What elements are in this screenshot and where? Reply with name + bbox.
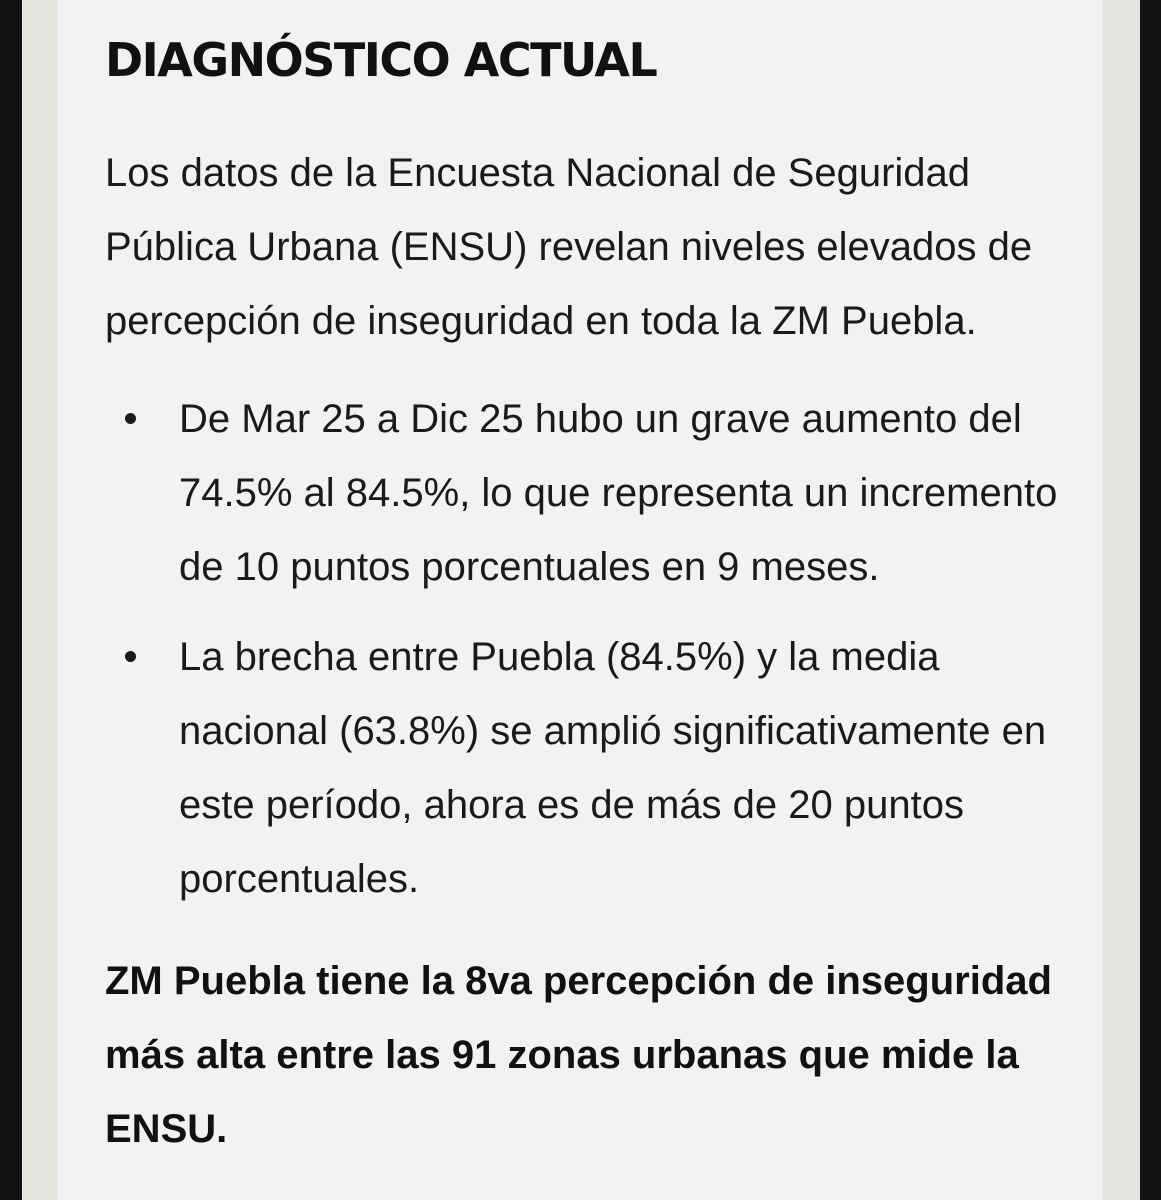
bullet-item	[105, 620, 1065, 916]
closing-statement: ZM Puebla tiene la 8va percepción de inseguridad más alta entre las 91 zonas urbanas que mide la ENSU.	[105, 959, 1052, 1151]
bullet-dot-icon	[125, 651, 136, 662]
section-heading: DIAGNÓSTICO ACTUAL	[105, 33, 657, 87]
bullet-text: La brecha entre Puebla (84.5%) y la media nacional (63.8%) se amplió significativamente en este período, ahora es de más de 20 puntos porcentuales.	[179, 635, 1047, 901]
bullet-dot-icon	[125, 413, 136, 424]
bullet-text: De Mar 25 a Dic 25 hubo un grave aumento del 74.5% al 84.5%, lo que representa un incremento de 10 puntos porcentuales en 9 meses.	[179, 397, 1058, 589]
bullet-list	[105, 382, 1065, 932]
intro-paragraph: Los datos de la Encuesta Nacional de Seguridad Pública Urbana (ENSU) revelan niveles elevados de percepción de inseguridad en toda la ZM Puebla.	[105, 151, 1033, 343]
bullet-item	[105, 382, 1065, 604]
